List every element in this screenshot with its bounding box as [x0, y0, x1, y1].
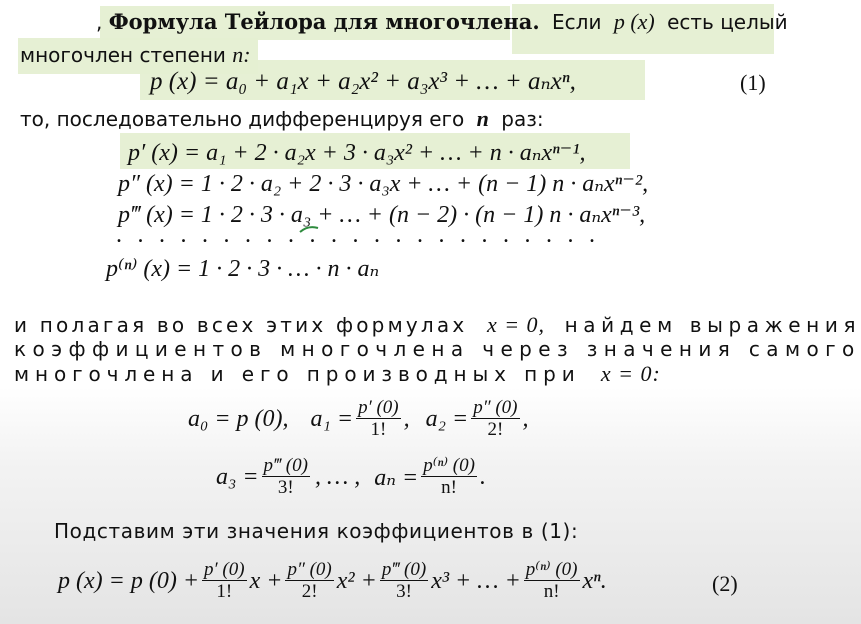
coef-a0: a₀ = p (0),: [188, 406, 289, 432]
derivative-line-3: p‴ (x) = 1 · 2 · 3 · a₃ + … + (n − 2) · (n − 1) n · aₙxⁿ⁻³,: [118, 202, 646, 228]
coef-an-num: p⁽ⁿ⁾ (0): [423, 455, 475, 476]
heading-text-2: есть целый: [667, 10, 788, 34]
coef-a2-fraction: [471, 398, 519, 441]
heading-p-of-x: p (x): [613, 9, 655, 34]
eq2-t3-var: x³ + … +: [431, 568, 521, 594]
coef-a3-lhs: a₃ =: [216, 464, 259, 490]
setting-line-2: коэффициентов многочлена через значения самого: [14, 337, 861, 361]
equation-1: p (x) = a₀ + a₁x + a₂x² + a₃x³ + … + aₙxⁿ,: [150, 68, 576, 95]
ellipsis-row: .......................: [116, 222, 611, 248]
eq2-t1-var: x +: [249, 568, 283, 594]
derivative-intro-text: то, последовательно дифференцируя его: [20, 107, 465, 131]
coef-a1-num: p′ (0): [358, 397, 399, 418]
eq2-t1-den: 1!: [216, 581, 233, 602]
coef-comma-2: ,: [522, 406, 529, 432]
coef-an-fraction: [421, 456, 477, 499]
eq2-term-n-fraction: [524, 560, 580, 603]
section-title: Формула Тейлора для многочлена.: [108, 9, 540, 34]
coef-an-lhs: aₙ =: [374, 465, 419, 491]
setting-line-1-text: и полагая во всех этих формулах: [14, 313, 468, 337]
coef-comma-1: ,: [403, 406, 410, 432]
derivative-intro-tail: раз:: [501, 107, 544, 131]
eq2-term-3-fraction: [380, 560, 428, 603]
eq2-t3-num: p‴ (0): [381, 559, 427, 580]
heading-line-1: [96, 9, 788, 35]
heading-line-2: [20, 42, 251, 68]
coef-a1-lhs: a₁ =: [310, 406, 354, 432]
heading-n: n:: [232, 42, 251, 67]
coef-period: .: [479, 464, 486, 490]
eq2-tn-var: xⁿ.: [582, 568, 607, 594]
derivative-line-2: p″ (x) = 1 · 2 · a₂ + 2 · 3 · a₃x + … + (n − 1) n · aₙxⁿ⁻²,: [118, 171, 649, 197]
equation-2-number: (2): [712, 571, 738, 596]
coef-separator: , … ,: [314, 464, 361, 490]
eq2-t2-var: x² +: [336, 568, 377, 594]
equation-1-number: (1): [740, 70, 766, 95]
equation-2: [58, 560, 607, 603]
coef-a3-fraction: [262, 456, 310, 499]
heading-text-1: Если: [552, 10, 602, 34]
derivative-line-1: p′ (x) = a₁ + 2 · a₂x + 3 · a₃x² + … + n · aₙxⁿ⁻¹,: [128, 140, 586, 166]
eq2-tn-num: p⁽ⁿ⁾ (0): [525, 559, 578, 580]
setting-line-3-text: многочлена и его производных при: [14, 362, 581, 386]
coef-a2-den: 2!: [487, 419, 504, 440]
coef-a3-den: 3!: [277, 477, 294, 498]
coef-an-den: n!: [441, 477, 457, 498]
eq2-tn-den: n!: [543, 581, 560, 602]
setting-line-1-tail: найдем выражения: [564, 313, 861, 337]
coef-a1-den: 1!: [370, 419, 387, 440]
coefficients-row-2: [216, 456, 486, 499]
derivative-intro: [20, 106, 544, 132]
coef-a2-num: p″ (0): [473, 397, 518, 418]
eq2-t2-den: 2!: [301, 581, 318, 602]
setting-line-3: [14, 361, 661, 387]
eq2-term-2-fraction: [285, 560, 333, 603]
derivative-intro-n: n: [476, 106, 489, 131]
setting-line-3-math: x = 0:: [600, 361, 661, 386]
eq2-t2-num: p″ (0): [287, 559, 332, 580]
coefficients-row-1: [188, 398, 529, 441]
coef-a1-fraction: [356, 398, 401, 441]
eq2-term-1-fraction: [202, 560, 247, 603]
coef-a2-lhs: a₂ =: [425, 406, 469, 432]
eq2-lhs: p (x) = p (0) +: [58, 568, 200, 594]
derivative-line-n: p⁽ⁿ⁾ (x) = 1 · 2 · 3 · … · n · aₙ: [106, 256, 380, 282]
heading-line2-text: многочлен степени: [20, 43, 226, 67]
setting-line-1-math: x = 0,: [486, 312, 546, 337]
heading-prefix: ,: [96, 10, 103, 34]
substitute-text: Подставим эти значения коэффициентов в (1):: [54, 519, 579, 543]
eq2-t1-num: p′ (0): [204, 559, 245, 580]
coef-a3-num: p‴ (0): [263, 455, 308, 476]
eq2-t3-den: 3!: [396, 581, 412, 602]
setting-line-1: [14, 312, 861, 338]
